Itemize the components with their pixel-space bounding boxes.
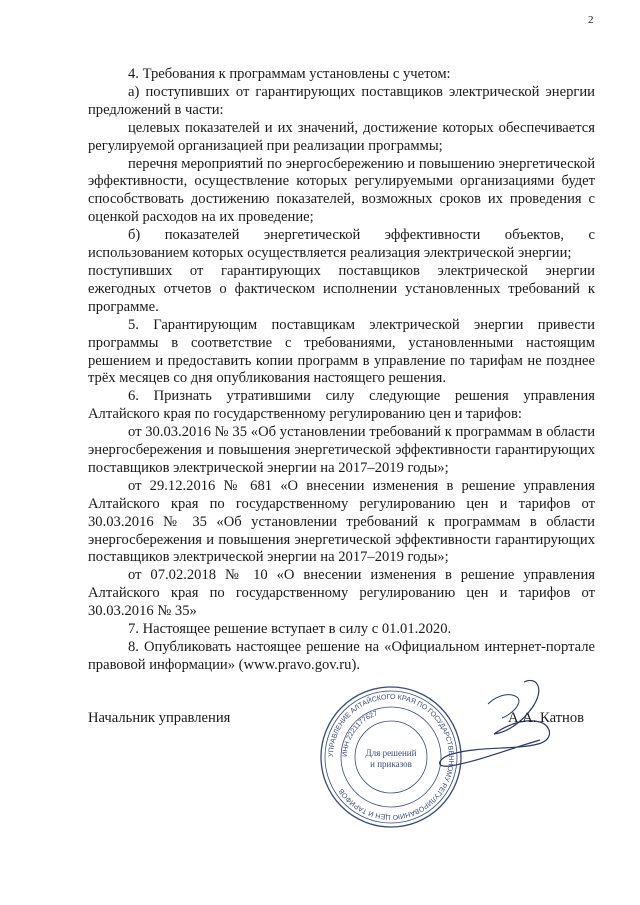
paragraph-4a-targets: целевых показателей и их значений, достижение которых обеспечивается регулируемой организацией при реализации программы;: [88, 119, 595, 154]
stamp-inner-text: ИНН 2221177627: [341, 710, 379, 758]
paragraph-6-item-2: от 29.12.2016 № 681 «О внесении изменения в решение управления Алтайского края по государственному регулированию цен и тарифов от 30.03.2016 № 35 «Об установлении требований к программам в области энергосбережения и повышения энергетической эффективности гарантирующих поставщиков электрической энергии на 2017–2019 годы»;: [88, 477, 595, 566]
stamp-ring-text: УПРАВЛЕНИЕ АЛТАЙСКОГО КРАЯ ПО ГОСУДАРСТВЕННОМУ РЕГУЛИРОВАНИЮ ЦЕН И ТАРИФОВ: [327, 693, 455, 821]
paragraph-6-item-3: от 07.02.2018 № 10 «О внесении изменения в решение управления Алтайского края по государственному регулированию цен и тарифов от 30.03.2016 № 35»: [88, 567, 595, 620]
paragraph-4b-reports: поступивших от гарантирующих поставщиков электрической энергии ежегодных отчетов о фактическом исполнении установленных требований к программе.: [88, 262, 595, 315]
paragraph-6: 6. Признать утратившими силу следующие решения управления Алтайского края по государственному регулированию цен и тарифов:: [88, 388, 595, 423]
handwritten-signature: [428, 674, 578, 784]
paragraph-4a: а) поступивших от гарантирующих поставщиков электрической энергии предложений в части:: [88, 83, 595, 118]
signer-name: А.А. Катнов: [508, 710, 585, 726]
stamp-center-line-1: Для решений: [365, 748, 417, 758]
paragraph-8: 8. Опубликовать настоящее решение на «Официальном интернет-портале правовой информации» (www.pravo.gov.ru).: [88, 639, 595, 673]
stamp-center-line-2: и приказов: [370, 759, 412, 769]
paragraph-6-item-1: от 30.03.2016 № 35 «Об установлении требований к программам в области энергосбережения и повышения энергетической эффективности гарантирующих поставщиков электрической энергии на 2017–2019 годы»;: [88, 424, 595, 476]
paragraph-7: 7. Настоящее решение вступает в силу с 01.01.2020.: [128, 621, 452, 638]
paragraph-5: 5. Гарантирующим поставщикам электрической энергии привести программы в соответствие с требованиями, установленными настоящим решением и предоставить копии программ в управление по тарифам не позднее трёх месяцев со дня опубликования настоящего решения.: [88, 316, 595, 387]
paragraph-4a-measures: перечня мероприятий по энергосбережению и повышению энергетической эффективности, осуществление которых регулируемыми организациями будет способствовать достижению показателей, возможных сроков их проведения с оценкой расходов на их проведение;: [88, 155, 595, 226]
paragraph-4: 4. Требования к программам установлены с учетом:: [128, 66, 451, 82]
position-title: Начальник управления: [88, 710, 231, 726]
signature-block: [88, 693, 595, 821]
page-number: 2: [588, 14, 594, 26]
paragraph-4b: б) показателей энергетической эффективности объектов, с использованием которых осуществляется реализация электрической энергии;: [88, 227, 595, 262]
document-body: [88, 66, 595, 675]
